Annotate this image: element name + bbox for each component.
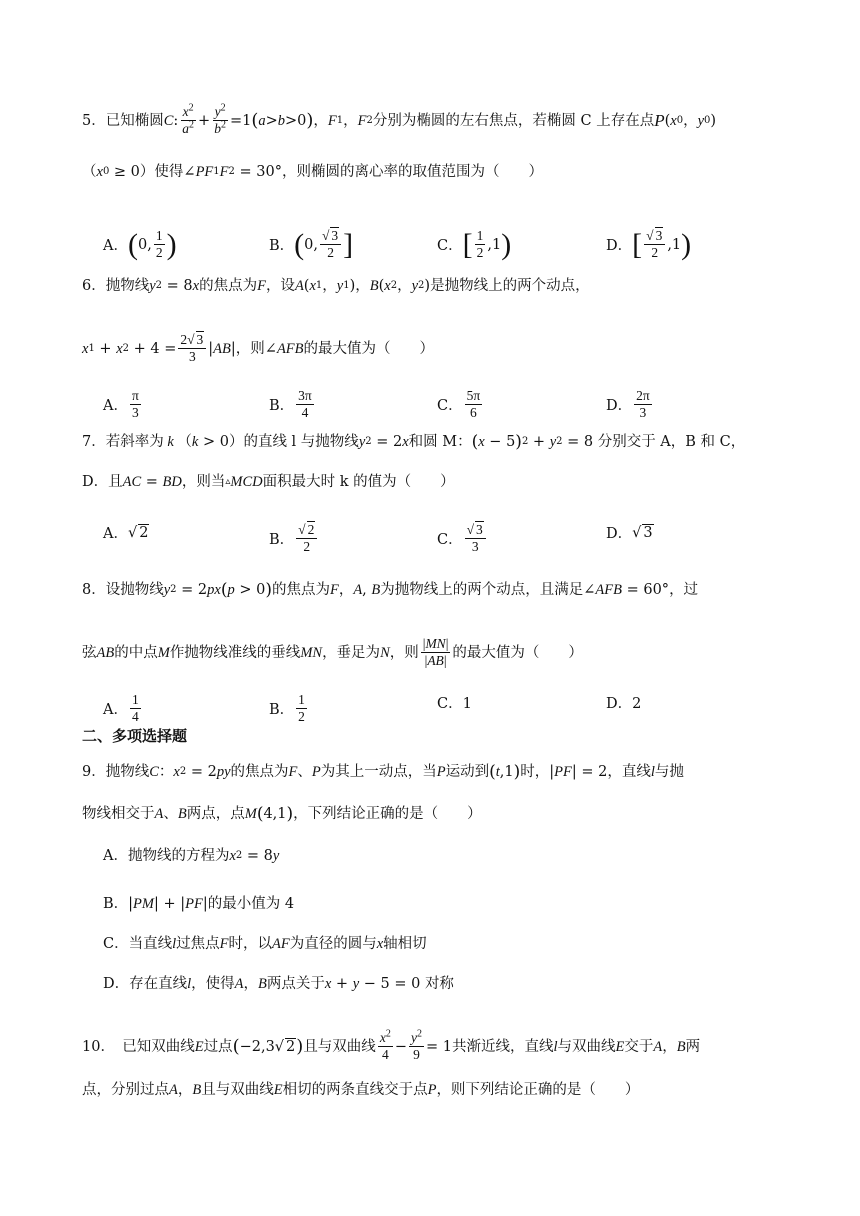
- section-title: 二、多项选择题: [82, 727, 188, 745]
- q8-option-c[interactable]: C．1: [437, 696, 472, 712]
- q9-line2: 物线相交于 A 、 B 两点，点 M ( 4,1 ) ，下列结论正确的是（ ）: [82, 804, 482, 824]
- q5-line2: （ x 0 ≥ 0 ）使得 ∠ PF 1 F 2 = 30° ，则椭圆的离心率的取值范围为（ ）: [82, 164, 543, 180]
- q6-line2: x 1 + x 2 + 4 = $\frac{2√ 3}{3}$ | AB | ，则 ∠ AFB 的最大值为（ ）: [82, 332, 435, 364]
- q9-line1: 9．抛物线 C ： x 2 = 2 py 的焦点为 F 、 P 为其上一动点，当 P 运动到 ( t ,1 ) 时， | PF | = 2 ，直线 l 与抛: [82, 762, 684, 782]
- q7-option-c[interactable]: C． $\frac{√ 3}{3}$: [437, 522, 488, 555]
- q7-line2: D．且 AC = BD ，则当 ▵ MCD 面积最大时 k 的值为（ ）: [82, 474, 455, 490]
- q8-option-d[interactable]: D．2: [606, 696, 642, 712]
- q8-line1: 8．设抛物线 y 2 = 2 px ( p > 0 ) 的焦点为 F ， A , B 为抛物线上的两个动点，且满足 ∠ AFB = 60° ，过: [82, 580, 699, 600]
- q5-option-b[interactable]: B． ( 0, $\frac{√ 3}{2}$ ]: [269, 227, 354, 261]
- q9-option-c[interactable]: C．当直线 l 过焦点 F 时，以 AF 为直径的圆与 x 轴相切: [103, 936, 427, 952]
- q8-line2: 弦 AB 的中点 M 作抛物线准线的垂线 MN ，垂足为 N ，则 $\frac{|MN|}{|AB|}$ 的最大值为（ ）: [82, 636, 583, 668]
- q5-option-d[interactable]: D． [ $\frac{√ 3}{2}$ ,1 ): [606, 227, 692, 261]
- q6-option-a[interactable]: A． $\frac{\pi}{3}$: [103, 388, 139, 420]
- q5-option-a[interactable]: A． ( 0, $\frac{1}{2}$ ): [103, 227, 177, 261]
- q5-text: 5．已知椭圆: [82, 112, 164, 129]
- q9-option-d[interactable]: D．存在直线 l ，使得 A ， B 两点关于 x + y − 5 = 0 对称: [103, 976, 454, 992]
- q8-option-a[interactable]: A． $\frac{1}{4}$: [103, 692, 139, 724]
- q9-option-a[interactable]: A．抛物线的方程为 x 2 = 8 y: [103, 848, 280, 864]
- q6-option-d[interactable]: D． $\frac{2\pi}{3}$: [606, 388, 650, 420]
- q9-option-b[interactable]: B． | PM | + | PF | 的最小值为 4: [103, 896, 295, 912]
- q7-line1: 7．若斜率为 k （ k > 0 ）的直线 l 与抛物线 y 2 = 2 x 和圆 M： ( x − 5 ) 2 + y 2 = 8 分别交于 A，B 和 C，: [82, 432, 746, 452]
- q7-option-d[interactable]: D． √ 3: [606, 524, 653, 542]
- q6-option-b[interactable]: B． $\frac{3\pi}{4}$: [269, 388, 312, 420]
- q5-line1: 5．已知椭圆 C : $\frac{x^2}{a^2}$ + $\frac{y^2}{b^2}$ =1 ( a > b >0 ) ， F 1 ， F 2 分别为椭圆的左右焦点，若椭圆 C 上存在点 P ( x 0 ， y 0 ): [82, 102, 717, 136]
- q10-line1: 10． 已知双曲线 E 过点 ( −2,3√ 2 ) 且与双曲线 $\frac{x^2}{4}$ − $\frac{y^2}{9}$ = 1 共渐近线，直线 l 与双曲线 E 交于 A ， B 两: [82, 1028, 701, 1062]
- q7-option-a[interactable]: A． √ 2: [103, 524, 149, 542]
- q8-option-b[interactable]: B． $\frac{1}{2}$: [269, 692, 305, 724]
- q5-option-c[interactable]: C． [ $\frac{1}{2}$ ,1 ): [437, 227, 512, 261]
- q6-line1: 6．抛物线 y 2 = 8 x 的焦点为 F ，设 A ( x 1 ， y 1 ) ， B ( x 2 ， y 2 ) 是抛物线上的两个动点，: [82, 278, 590, 294]
- q6-option-c[interactable]: C． $\frac{5\pi}{6}$: [437, 388, 481, 420]
- q7-option-b[interactable]: B． $\frac{√ 2}{2}$: [269, 522, 319, 555]
- q10-line2: 点，分别过点 A ， B 且与双曲线 E 相切的两条直线交于点 P ，则下列结论正确的是（ ）: [82, 1082, 640, 1098]
